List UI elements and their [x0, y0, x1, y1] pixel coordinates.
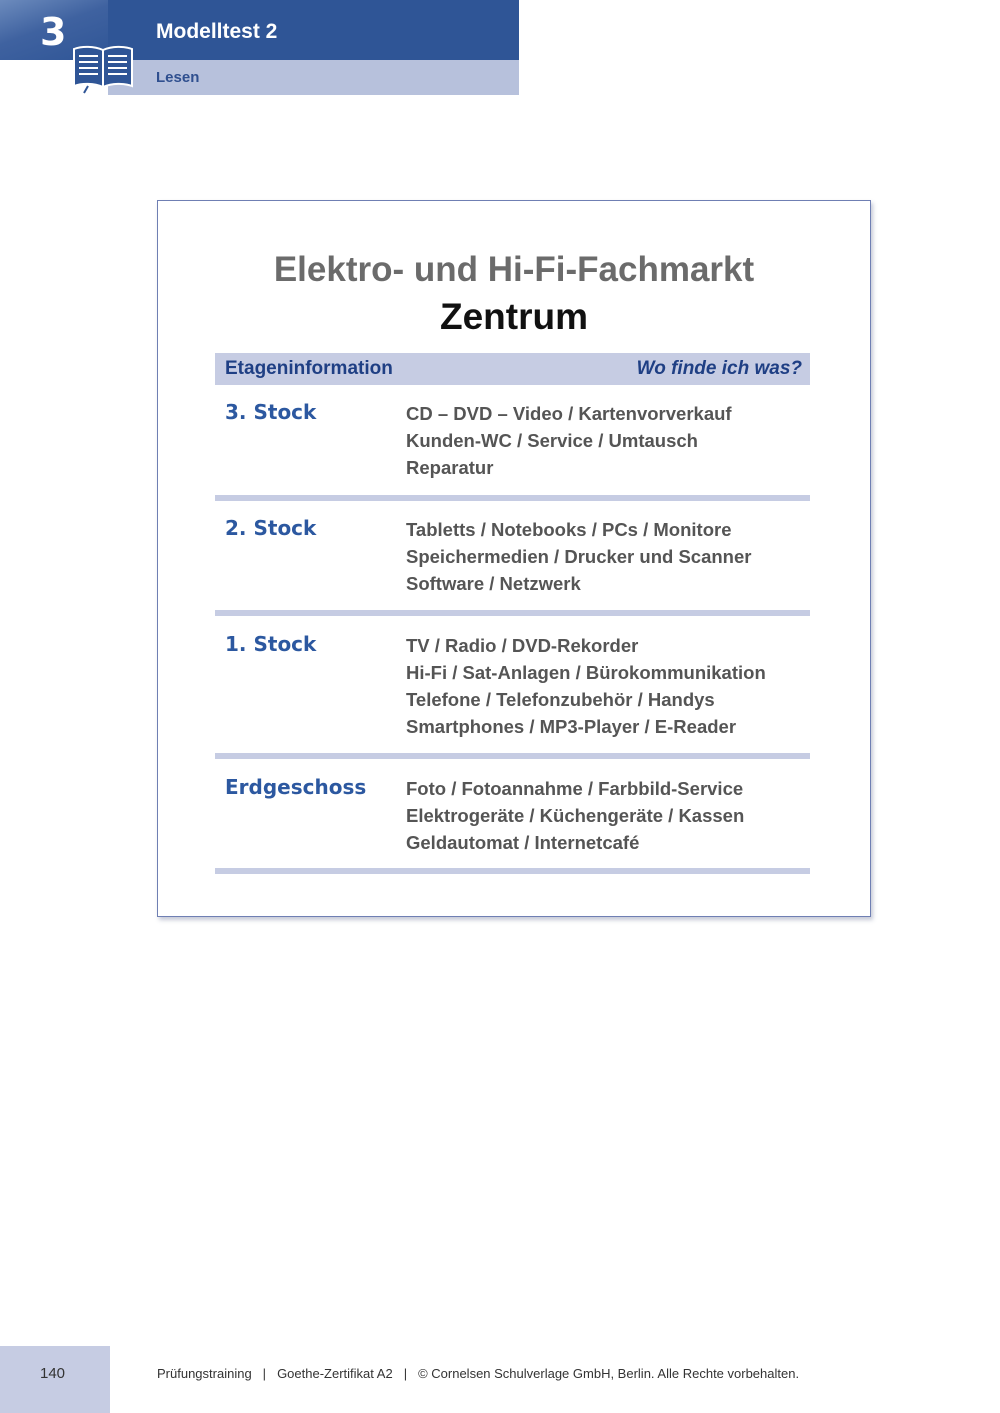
floor-item-line: CD – DVD – Video / Kartenvorverkauf [406, 403, 732, 424]
footer-part: Prüfungstraining [157, 1366, 252, 1381]
store-subtitle: Zentrum [440, 296, 588, 337]
floor-item-line: Kunden-WC / Service / Umtausch [406, 430, 698, 451]
floor-divider [215, 868, 810, 874]
store-directory-card [157, 200, 871, 917]
floor-divider [215, 610, 810, 616]
floor-item-line: Smartphones / MP3-Player / E-Reader [406, 716, 737, 737]
floor-item-line: Hi-Fi / Sat-Anlagen / Bürokommunikation [406, 662, 766, 683]
floor-info-bar [215, 353, 810, 385]
footer-part: © Cornelsen Schulverlage GmbH, Berlin. Alle Rechte vorbehalten. [418, 1366, 800, 1381]
floor-divider [215, 753, 810, 759]
page-number-block [0, 1346, 110, 1413]
floor-items [406, 632, 806, 740]
floor-item-line: Software / Netzwerk [406, 573, 581, 594]
floor-item-line: Foto / Fotoannahme / Farbbild-Service [406, 778, 744, 799]
footer-text [157, 1366, 799, 1382]
header-title: Modelltest 2 [156, 20, 278, 43]
header-subtitle-block [108, 60, 519, 95]
book-icon [70, 44, 136, 94]
floor-name: 1. Stock [225, 632, 317, 656]
header-subtitle: Lesen [156, 69, 200, 86]
page-number: 140 [40, 1365, 66, 1382]
floor-info-label: Etageninformation [225, 358, 393, 379]
footer-separator: | [262, 1366, 267, 1381]
floor-item-line: Elektrogeräte / Küchengeräte / Kassen [406, 805, 745, 826]
floor-items [406, 400, 806, 481]
chapter-number: 3 [40, 10, 67, 54]
floor-name: 2. Stock [225, 516, 317, 540]
footer-separator: | [403, 1366, 408, 1381]
floor-item-line: Tabletts / Notebooks / PCs / Monitore [406, 519, 732, 540]
store-title: Elektro- und Hi-Fi-Fachmarkt [273, 250, 755, 289]
floor-item-line: Geldautomat / Internetcafé [406, 832, 640, 853]
floor-divider [215, 495, 810, 501]
floor-info-question: Wo finde ich was? [636, 358, 802, 379]
floor-item-line: Telefone / Telefonzubehör / Handys [406, 689, 715, 710]
floor-name: 3. Stock [225, 400, 317, 424]
floor-items [406, 516, 806, 597]
floor-items [406, 775, 806, 856]
header-title-block [108, 0, 519, 60]
floor-item-line: Speichermedien / Drucker und Scanner [406, 546, 752, 567]
floor-name: Erdgeschoss [225, 775, 367, 799]
footer-part: Goethe-Zertifikat A2 [277, 1366, 393, 1381]
floor-item-line: TV / Radio / DVD-Rekorder [406, 635, 639, 656]
floor-item-line: Reparatur [406, 457, 494, 478]
